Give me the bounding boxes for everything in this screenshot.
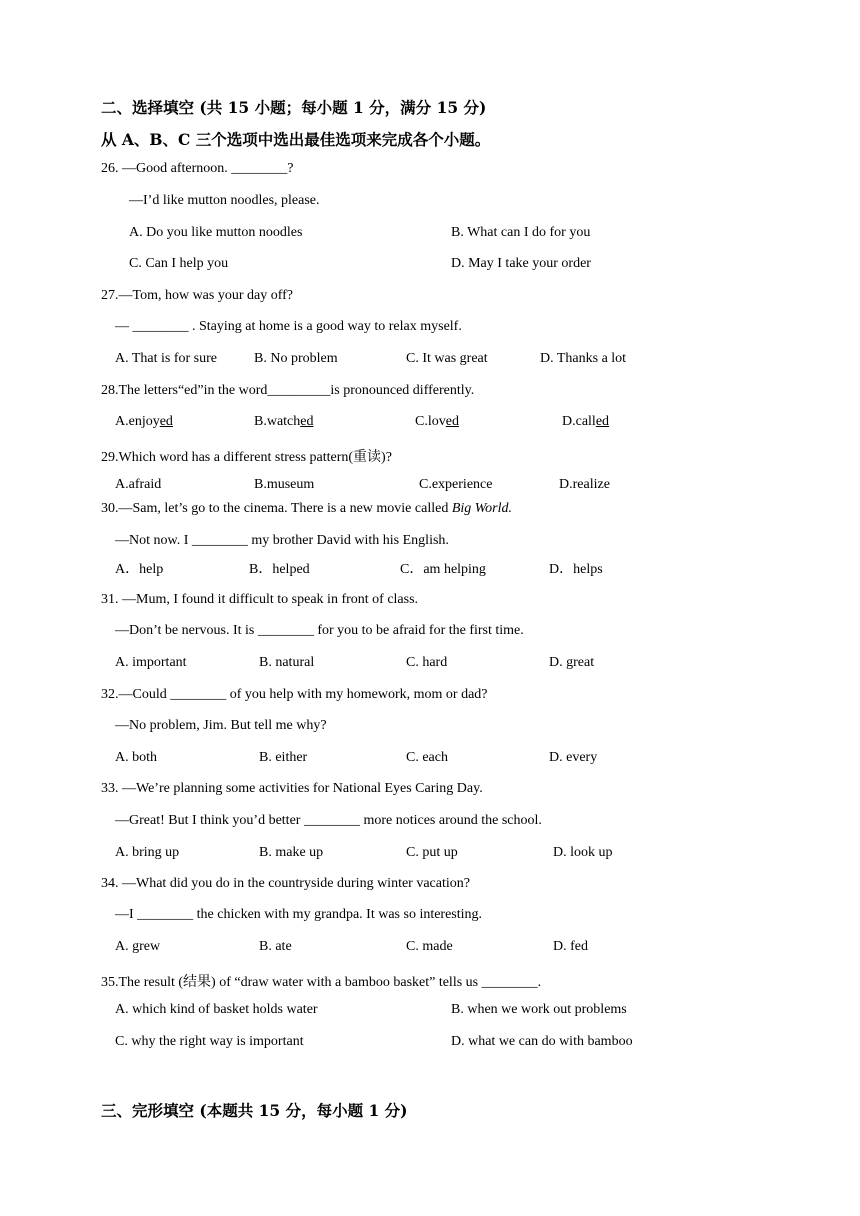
option-a: A．help xyxy=(115,562,164,577)
underlined-letters: ed xyxy=(445,414,459,429)
option-b: B. make up xyxy=(259,845,324,860)
option-d xyxy=(562,414,609,430)
option-b: B. when we work out problems xyxy=(451,1002,627,1017)
underlined-letters: ed xyxy=(159,414,173,429)
stem-text: 30.—Sam, let’s go to the cinema. There is a new movie called xyxy=(101,501,452,516)
option-b: B. either xyxy=(259,750,308,765)
option-c: C. put up xyxy=(406,845,458,860)
option-c: C. made xyxy=(406,939,453,954)
option-a: A. grew xyxy=(115,939,161,954)
question-stem: 32.—Could ________ of you help with my homework, mom or dad? xyxy=(101,687,488,702)
question-stem: 31. —Mum, I found it difficult to speak in front of class. xyxy=(101,592,419,607)
underlined-letters: ed xyxy=(595,414,610,429)
option-a: A. which kind of basket holds water xyxy=(115,1002,318,1017)
question-stem: 29.Which word has a different stress pattern(重读)? xyxy=(101,450,392,465)
option-c: C. It was great xyxy=(406,351,488,366)
question-stem xyxy=(101,501,512,517)
option-c: C.experience xyxy=(419,477,493,492)
section-instruction: 从 A、B、C 三个选项中选出最佳选项来完成各个小题。 xyxy=(101,130,491,149)
section-title: 三、完形填空 (本题共 15 分，每小题 1 分) xyxy=(101,1101,408,1120)
question-reply: —I’d like mutton noodles, please. xyxy=(129,193,320,208)
option-c: C. each xyxy=(406,750,448,765)
option-text: B.watch xyxy=(254,414,301,429)
option-a: A.afraid xyxy=(115,477,162,492)
option-text: C.lov xyxy=(415,414,446,429)
option-c: C. Can I help you xyxy=(129,256,229,271)
option-b xyxy=(254,414,313,430)
option-d: D. great xyxy=(549,655,595,670)
question-reply: — ________ . Staying at home is a good way to relax myself. xyxy=(115,319,462,334)
option-d: D.realize xyxy=(559,477,610,492)
question-stem: 27.—Tom, how was your day off? xyxy=(101,288,294,303)
question-stem: 35.The result (结果) of “draw water with a bamboo basket” tells us ________. xyxy=(101,975,542,990)
question-stem: 33. —We’re planning some activities for National Eyes Caring Day. xyxy=(101,781,483,796)
movie-title: Big World. xyxy=(451,501,512,516)
option-b: B．helped xyxy=(249,562,310,577)
option-a: A. That is for sure xyxy=(115,351,217,366)
question-reply: —Not now. I ________ my brother David with his English. xyxy=(115,533,449,548)
option-a: A. Do you like mutton noodles xyxy=(129,225,303,240)
option-d: D．helps xyxy=(549,562,603,577)
section-title: 二、选择填空 (共 15 小题；每小题 1 分，满分 15 分) xyxy=(101,98,487,117)
option-text: A.enjoy xyxy=(115,414,160,429)
option-c: C. hard xyxy=(406,655,448,670)
question-reply: —Don’t be nervous. It is ________ for you to be afraid for the first time. xyxy=(115,623,524,638)
option-d: D. what we can do with bamboo xyxy=(451,1034,633,1049)
question-stem: 28.The letters“ed”in the word_________is pronounced differently. xyxy=(101,383,475,398)
option-a: A. bring up xyxy=(115,845,180,860)
underlined-letters: ed xyxy=(300,414,314,429)
option-d: D. Thanks a lot xyxy=(540,351,627,366)
option-a: A. important xyxy=(115,655,187,670)
option-c xyxy=(415,414,459,430)
question-stem: 26. —Good afternoon. ________? xyxy=(101,161,294,176)
question-reply: —I ________ the chicken with my grandpa. It was so interesting. xyxy=(115,907,483,922)
question-stem: 34. —What did you do in the countryside during winter vacation? xyxy=(101,876,470,891)
option-a: A. both xyxy=(115,750,157,765)
option-d: D. fed xyxy=(553,939,588,954)
option-d: D. May I take your order xyxy=(451,256,591,271)
question-reply: —No problem, Jim. But tell me why? xyxy=(115,718,327,733)
option-d: D. every xyxy=(549,750,598,765)
option-b: B. No problem xyxy=(254,351,338,366)
option-text: D.call xyxy=(562,414,596,429)
option-c: C. why the right way is important xyxy=(115,1034,304,1049)
option-b: B.museum xyxy=(254,477,315,492)
option-b: B. What can I do for you xyxy=(451,225,591,240)
option-b: B. ate xyxy=(259,939,292,954)
option-a xyxy=(115,414,173,430)
question-reply: —Great! But I think you’d better ________ more notices around the school. xyxy=(115,813,542,828)
option-c: C．am helping xyxy=(400,562,486,577)
option-d: D. look up xyxy=(553,845,613,860)
option-b: B. natural xyxy=(259,655,315,670)
